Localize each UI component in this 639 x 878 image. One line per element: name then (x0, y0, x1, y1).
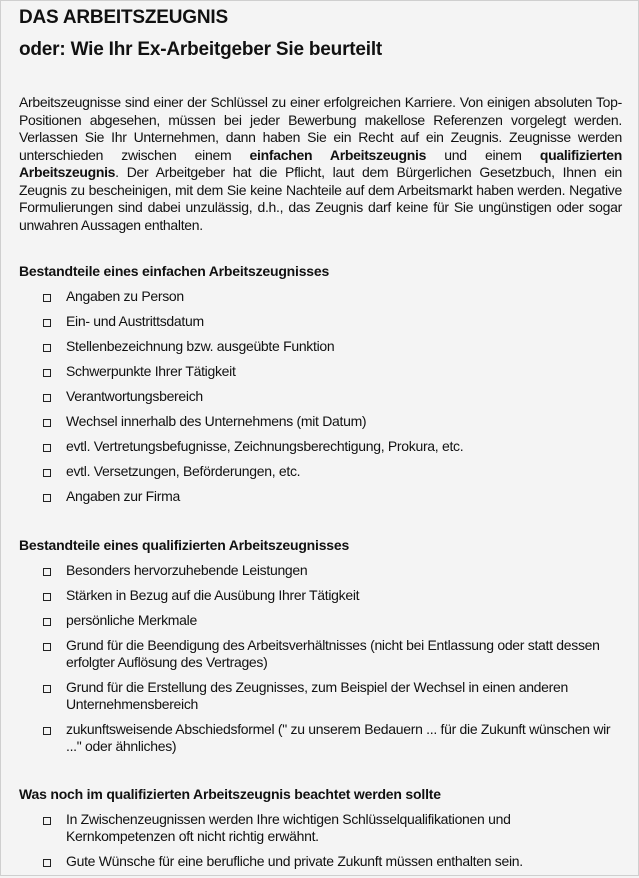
list-item-text: Ein- und Austrittsdatum (66, 313, 204, 329)
square-bullet-icon (43, 643, 51, 651)
list-item (1, 413, 621, 430)
square-bullet-icon (43, 294, 51, 302)
square-bullet-icon (43, 319, 51, 327)
list-item (1, 721, 621, 755)
square-bullet-icon (43, 727, 51, 735)
list-item-text: Stärken in Bezug auf die Ausübung Ihrer Tätigkeit (66, 587, 360, 603)
list-item (1, 637, 621, 671)
square-bullet-icon (43, 685, 51, 693)
section-heading-qualified: Bestandteile eines qualifizierten Arbeitszeugnisses (19, 537, 350, 553)
intro-text: Arbeitszeugnisse sind einer der Schlüssel zu einer erfolgreichen Karriere. Von einigen absoluten Top-Positionen abgesehen, müssen bei jeder Bewerbung makellose Referenzen vorgelegt werden. Verlassen Sie Ihr Unternehmen, dann haben Sie ein Recht auf ein Zeugnis. Zeugnisse werden unterschieden zwischen einem (19, 94, 622, 163)
list-item-text: Grund für die Beendigung des Arbeitsverhältnisses (nicht bei Entlassung oder statt dessen erfolgter Auflösung des Vertrages) (66, 637, 600, 670)
intro-bold-simple: einfachen Arbeitszeugnis (249, 146, 427, 163)
list-simple (1, 288, 621, 513)
list-item (1, 388, 621, 405)
list-item (1, 488, 621, 505)
intro-bold-qualified: qualifizierten Arbeitszeugnis (19, 146, 622, 180)
list-item (1, 562, 621, 579)
list-item-text: evtl. Versetzungen, Beförderungen, etc. (66, 463, 301, 479)
square-bullet-icon (43, 344, 51, 352)
list-item-text: Angaben zur Firma (66, 488, 180, 504)
section-heading-notes: Was noch im qualifizierten Arbeitszeugnis beachtet werden sollte (19, 786, 441, 802)
square-bullet-icon (43, 618, 51, 626)
list-notes (1, 811, 621, 878)
list-item-text: Wechsel innerhalb des Unternehmens (mit Datum) (66, 413, 367, 429)
square-bullet-icon (43, 494, 51, 502)
list-item-text: Gute Wünsche für eine berufliche und private Zukunft müssen enthalten sein. (66, 853, 523, 869)
list-item-text: In Zwischenzeugnissen werden Ihre wichtigen Schlüsselqualifikationen und Kernkompetenzen oft nicht richtig erwähnt. (66, 811, 511, 844)
square-bullet-icon (43, 817, 51, 825)
square-bullet-icon (43, 568, 51, 576)
list-item (1, 811, 621, 845)
list-item (1, 313, 621, 330)
list-item (1, 587, 621, 604)
square-bullet-icon (43, 419, 51, 427)
square-bullet-icon (43, 469, 51, 477)
list-item (1, 338, 621, 355)
document-subtitle: oder: Wie Ihr Ex-Arbeitgeber Sie beurteilt (19, 39, 383, 60)
intro-text: und einem (426, 146, 540, 163)
list-item-text: Besonders hervorzuhebende Leistungen (66, 562, 308, 578)
list-item (1, 853, 621, 870)
list-item-text: Schwerpunkte Ihrer Tätigkeit (66, 363, 236, 379)
list-item-text: Verantwortungsbereich (66, 388, 203, 404)
list-item-text: persönliche Merkmale (66, 612, 197, 628)
list-item (1, 438, 621, 455)
list-item (1, 463, 621, 480)
square-bullet-icon (43, 369, 51, 377)
square-bullet-icon (43, 593, 51, 601)
list-item (1, 679, 621, 713)
list-item-text: zukunftsweisende Abschiedsformel (" zu unserem Bedauern ... für die Zukunft wünschen wir ..." oder ähnliches) (66, 721, 611, 754)
section-heading-simple: Bestandteile eines einfachen Arbeitszeugnisses (19, 263, 330, 279)
list-qualified (1, 562, 621, 763)
intro-text: . Der Arbeitgeber hat die Pflicht, laut dem Bürgerlichen Gesetzbuch, Ihnen ein Zeugnis zu bescheinigen, mit dem Sie keine Nachteile auf dem Arbeitsmarkt haben werden. Negative Formulierungen sind dabei unzulässig, d.h., das Zeugnis darf keine für Sie ungünstigen oder sogar unwahren Aussagen enthalten. (19, 164, 622, 233)
document-title: DAS ARBEITSZEUGNIS (19, 7, 228, 28)
square-bullet-icon (43, 394, 51, 402)
list-item (1, 288, 621, 305)
list-item (1, 363, 621, 380)
list-item (1, 612, 621, 629)
list-item-text: Angaben zu Person (66, 288, 184, 304)
square-bullet-icon (43, 859, 51, 867)
list-item-text: evtl. Vertretungsbefugnisse, Zeichnungsberechtigung, Prokura, etc. (66, 438, 464, 454)
list-item-text: Stellenbezeichnung bzw. ausgeübte Funktion (66, 338, 335, 354)
list-item-text: Grund für die Erstellung des Zeugnisses, zum Beispiel der Wechsel in einen anderen Unternehmensbereich (66, 679, 568, 712)
square-bullet-icon (43, 444, 51, 452)
intro-paragraph (19, 94, 622, 234)
